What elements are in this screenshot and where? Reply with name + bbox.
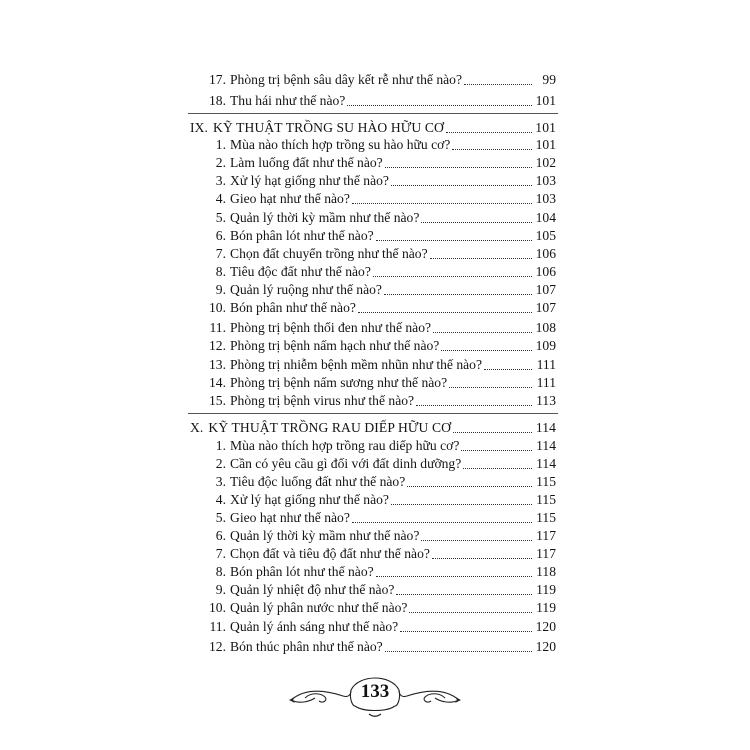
toc-entry [190,318,556,338]
dot-leader [376,566,532,577]
toc-entry-number: 11. [209,320,226,335]
toc-entry-title: KỸ THUẬT TRỒNG RAU DIẾP HỮU CƠ [208,420,452,435]
dot-leader [446,122,532,133]
toc-entry-title: Mùa nào thích hợp trồng su hào hữu cơ? [230,137,451,152]
dot-leader [409,602,532,613]
toc-entry-number: 12. [209,639,226,654]
toc-entry [190,526,556,546]
toc-entry-title: Gieo hạt như thế nào? [230,510,350,525]
dot-leader [347,95,532,106]
dot-leader [433,322,532,333]
toc-entry [190,490,556,510]
dot-leader [463,458,532,469]
toc-entry-page: 114 [536,438,556,453]
dot-leader [352,193,532,204]
toc-entry-title: Làm luống đất như thế nào? [230,155,383,170]
toc-entry-page: 115 [536,510,556,525]
toc-entry-page: 119 [536,582,556,597]
toc-entry-page: 108 [535,320,556,335]
dot-leader [453,422,532,433]
toc-entry [190,580,556,600]
toc-entry [190,298,556,318]
dot-leader [358,302,532,313]
toc-entry-number: 5. [215,210,226,225]
toc-entry-title: Phòng trị bệnh nấm hạch như thế nào? [230,338,440,353]
toc-entry-title: Phòng trị bệnh nấm sương như thế nào? [230,375,448,390]
toc-entry-page: 103 [535,191,556,206]
toc-entry-number: 1. [215,137,226,152]
toc-entry-title: Cần có yêu cầu gì đối với đất dinh dưỡng? [230,456,462,471]
page-footer-ornament [285,668,465,718]
dot-leader [385,641,532,652]
toc-entry-title: Gieo hạt như thế nào? [230,191,350,206]
toc-entry-number: 4. [215,191,226,206]
toc-entry-title: Thu hái như thế nào? [230,93,346,108]
toc-entry-number: 5. [215,510,226,525]
dot-leader [391,175,532,186]
toc-entry-number: 3. [215,173,226,188]
toc-entry [190,262,556,282]
dot-leader [391,494,532,505]
dot-leader [396,584,532,595]
toc-entry [190,336,556,356]
toc-entry-number: 9. [215,282,226,297]
toc-entry-page: 101 [535,137,556,152]
toc-entry [190,355,556,375]
toc-entry-title: KỸ THUẬT TRỒNG SU HÀO HỮU CƠ [213,120,444,135]
toc-entry-number: 11. [209,619,226,634]
toc-entry-number: 12. [209,338,226,353]
dot-leader [441,340,532,351]
page-number: 133 [360,681,390,702]
toc-entry-title: Bón thúc phân như thế nào? [230,639,383,654]
toc-entry-number: 8. [215,564,226,579]
toc-entry-title: Phòng trị bệnh thối đen như thế nào? [230,320,432,335]
toc-entry-title: Quản lý nhiệt độ như thế nào? [230,582,395,597]
toc-entry-title: Quản lý ruộng như thế nào? [230,282,382,297]
toc-entry [190,391,556,411]
toc-entry [190,373,556,393]
toc-entry-number: 7. [215,546,226,561]
dot-leader [461,440,532,451]
toc-entry-page: 111 [536,375,556,390]
toc-entry-page: 111 [536,357,556,372]
toc-entry-page: 101 [535,93,556,108]
toc-entry-page: 119 [536,600,556,615]
toc-entry [190,208,556,228]
toc-entry-number: 6. [215,228,226,243]
toc-entry [190,562,556,582]
toc-entry-number: X. [190,420,204,435]
toc-entry [190,91,556,111]
toc-entry [190,189,556,209]
toc-entry-title: Phòng trị bệnh sâu dây kết rễ như thế nào? [230,72,462,87]
toc-entry-page: 118 [536,564,556,579]
toc-entry-page: 105 [535,228,556,243]
toc-entry-number: IX. [190,120,209,135]
toc-entry [190,454,556,474]
toc-entry-title: Tiêu độc luống đất như thế nào? [230,474,406,489]
dot-leader [421,530,532,541]
toc-entry-title: Bón phân lót như thế nào? [230,564,374,579]
toc-entry-number: 3. [215,474,226,489]
toc-entry [190,70,556,90]
toc-entry [190,226,556,246]
toc-entry-title: Quản lý ánh sáng như thế nào? [230,619,399,634]
toc-entry-number: 17. [209,72,226,87]
dot-leader [464,74,532,85]
dot-leader [400,621,532,632]
toc-entry-page: 120 [535,639,556,654]
dot-leader [484,359,532,370]
toc-entry [190,135,556,155]
toc-section-heading [190,418,556,438]
toc-entry-page: 114 [535,420,556,435]
toc-entry-page: 104 [535,210,556,225]
toc-entry-page: 114 [536,456,556,471]
toc-entry [190,436,556,456]
toc-entry-page: 106 [535,264,556,279]
toc-entry-number: 15. [209,393,226,408]
dot-leader [449,377,532,388]
toc-entry-page: 115 [536,474,556,489]
toc-entry [190,171,556,191]
toc-entry-title: Phòng trị nhiễm bệnh mềm nhũn như thế nào? [230,357,483,372]
toc-entry-page: 109 [535,338,556,353]
toc-entry-page: 113 [536,393,556,408]
toc-entry-number: 9. [215,582,226,597]
dot-leader [407,476,532,487]
toc-entry-number: 7. [215,246,226,261]
toc-entry-title: Tiêu độc đất như thế nào? [230,264,371,279]
toc-entry [190,153,556,173]
toc-entry-number: 18. [209,93,226,108]
toc-entry-title: Xử lý hạt giống như thế nào? [230,492,389,507]
toc-entry-title: Chọn đất và tiêu độ đất như thế nào? [230,546,430,561]
toc-entry-page: 117 [536,546,556,561]
dot-leader [376,230,532,241]
toc-entry-number: 10. [209,300,226,315]
toc-entry [190,598,556,618]
toc-entry [190,244,556,264]
section-divider [188,413,558,414]
toc-entry [190,637,556,657]
toc-entry-page: 106 [535,246,556,261]
toc-entry-title: Quản lý thời kỳ mầm như thế nào? [230,528,420,543]
toc-entry [190,280,556,300]
toc-entry [190,544,556,564]
dot-leader [416,395,532,406]
toc-entry-page: 99 [542,72,556,87]
toc-entry-number: 2. [215,155,226,170]
toc-entry [190,617,556,637]
toc-entry-page: 102 [535,155,556,170]
toc-entry-number: 2. [215,456,226,471]
dot-leader [452,139,532,150]
toc-entry-number: 13. [209,357,226,372]
toc-entry [190,472,556,492]
toc-entry-number: 4. [215,492,226,507]
toc-entry-number: 14. [209,375,226,390]
dot-leader [352,512,532,523]
toc-entry-title: Quản lý phân nước như thế nào? [230,600,408,615]
dot-leader [421,212,532,223]
toc-entry [190,508,556,528]
toc-entry-number: 10. [209,600,226,615]
toc-entry-page: 103 [535,173,556,188]
toc-entry-title: Quản lý thời kỳ mầm như thế nào? [230,210,420,225]
toc-entry-title: Chọn đất chuyển trồng như thế nào? [230,246,428,261]
toc-entry-page: 107 [535,282,556,297]
toc-entry-page: 107 [535,300,556,315]
dot-leader [373,266,532,277]
toc-entry-number: 8. [215,264,226,279]
toc-entry-page: 120 [535,619,556,634]
dot-leader [432,548,532,559]
toc-entry-title: Phòng trị bệnh virus như thế nào? [230,393,415,408]
toc-entry-page: 101 [535,120,556,135]
dot-leader [384,284,532,295]
toc-entry-page: 115 [536,492,556,507]
toc-entry-title: Bón phân lót như thế nào? [230,228,374,243]
toc-entry-title: Xử lý hạt giống như thế nào? [230,173,389,188]
toc-entry-page: 117 [536,528,556,543]
toc-entry-title: Mùa nào thích hợp trồng rau diếp hữu cơ? [230,438,460,453]
dot-leader [430,248,532,259]
toc-entry-title: Bón phân như thế nào? [230,300,356,315]
toc-entry-number: 1. [215,438,226,453]
section-divider [188,113,558,114]
dot-leader [385,157,532,168]
toc-entry-number: 6. [215,528,226,543]
